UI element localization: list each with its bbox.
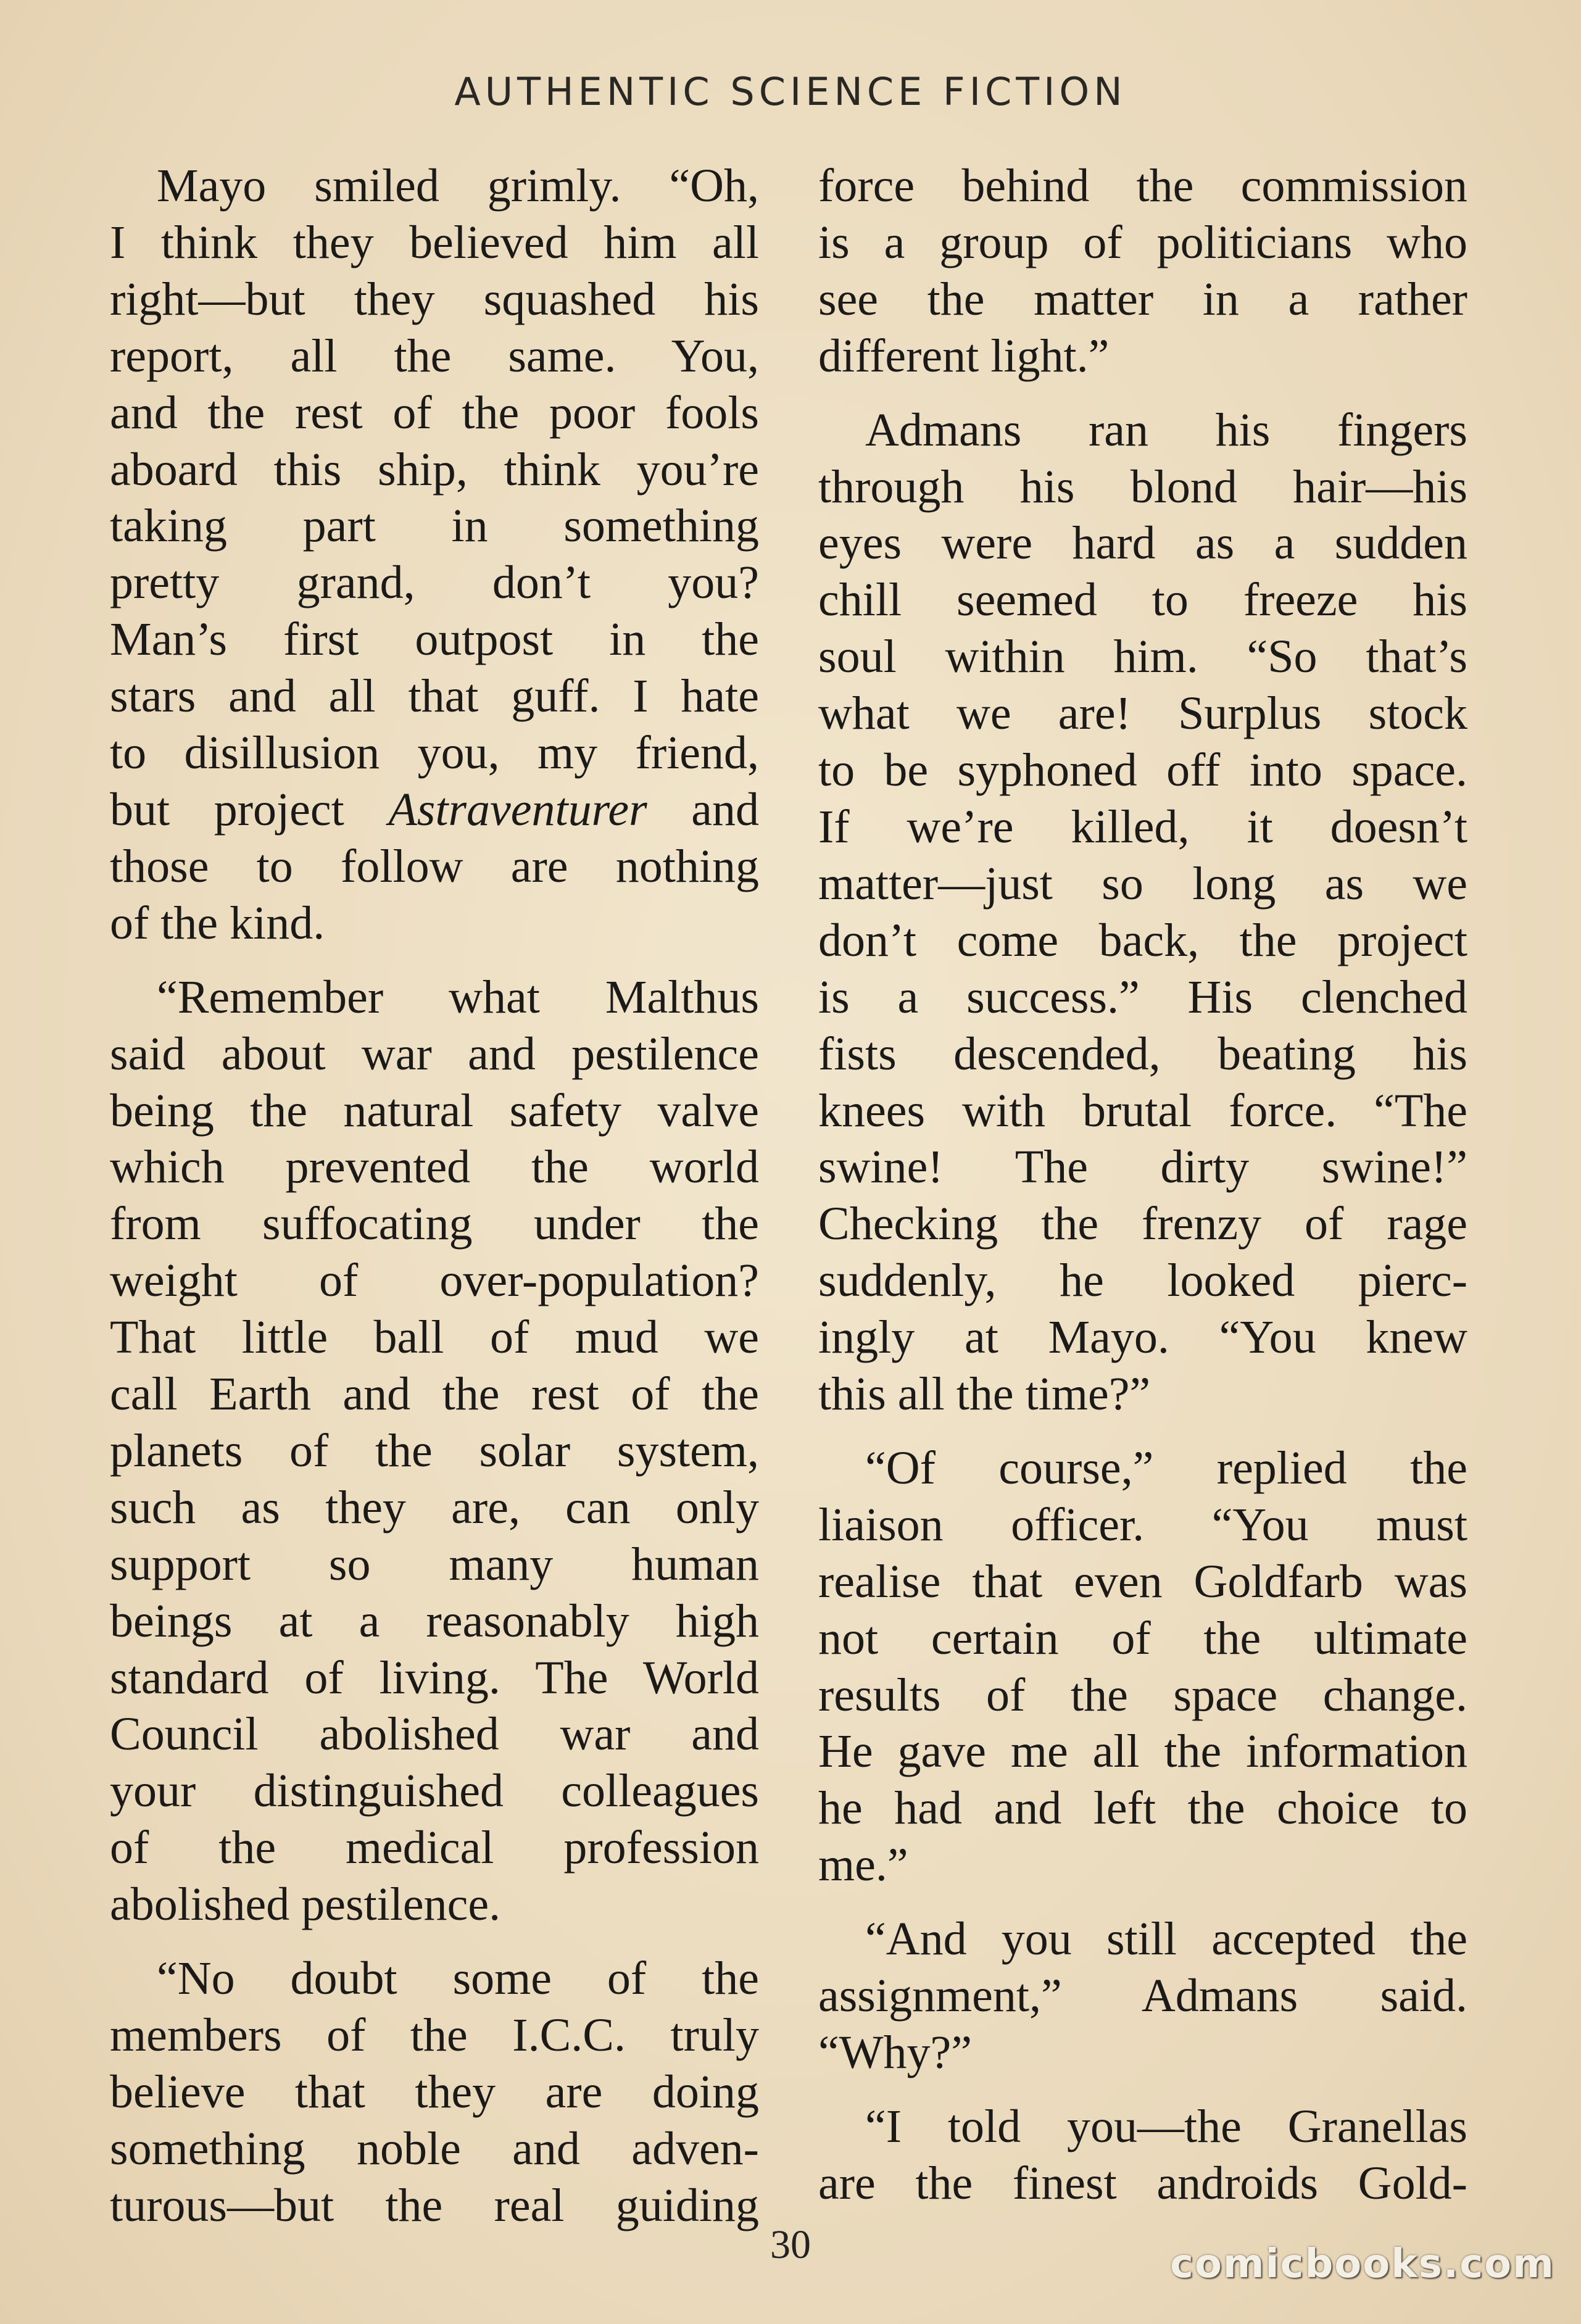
right-column [818, 158, 1467, 2230]
text-line: members of the I.C.C. truly [110, 2009, 759, 2061]
text-line: weight of over-population? [110, 1255, 759, 1307]
text-line: eyes were hard as a sudden [818, 517, 1467, 570]
text-line: “Why?” [818, 2027, 972, 2078]
text-line: “Of course,” replied the [865, 1442, 1467, 1494]
text-line: from suffocating under the [110, 1198, 759, 1250]
text-line: is a success.” His clenched [818, 971, 1467, 1023]
text-line: he had and left the choice to [818, 1782, 1467, 1835]
running-head: AUTHENTIC SCIENCE FICTION [454, 69, 1127, 114]
text-line: different light.” [818, 330, 1110, 382]
text-line: If we’re killed, it doesn’t [818, 800, 1467, 853]
text-line: to disillusion you, my friend, [110, 727, 759, 779]
text-line: such as they are, can only [110, 1481, 759, 1533]
text-line: That little ball of mud we [110, 1311, 759, 1364]
text-line: planets of the solar system, [110, 1424, 759, 1477]
text-line: standard of living. The World [110, 1651, 759, 1704]
text-line: through his blond hair—his [818, 460, 1467, 513]
paragraph [818, 2099, 1467, 2212]
text-line: is a group of politicians who [818, 216, 1467, 268]
text-line: pretty grand, don’t you? [110, 557, 759, 609]
text-line: ingly at Mayo. “You knew [818, 1311, 1467, 1364]
paragraph-continuation [110, 782, 759, 952]
text-line: abolished pestilence. [110, 1878, 501, 1931]
text-line: matter—just so long as we [818, 857, 1467, 910]
paragraph [110, 1951, 759, 2235]
text-line: to be syphoned off into space. [818, 744, 1467, 797]
watermark-logo: comicbooks.com [1170, 2241, 1555, 2287]
text-line: call Earth and the rest of the [110, 1368, 759, 1421]
text-line: not certain of the ultimate [818, 1612, 1467, 1664]
text-line: “I told you—the Granellas [865, 2100, 1467, 2152]
text-line: He gave me all the information [818, 1725, 1467, 1778]
text-line: and the rest of the poor fools [110, 386, 759, 439]
text-line: said about war and pestilence [110, 1027, 759, 1080]
text-line: “And you still accepted the [865, 1913, 1467, 1965]
text-line: Man’s first outpost in the [110, 613, 759, 666]
text-line: soul within him. “So that’s [818, 631, 1467, 683]
text-line: support so many human [110, 1538, 759, 1590]
text-line: fists descended, beating his [818, 1027, 1467, 1080]
text-line: see the matter in a rather [818, 273, 1467, 325]
text-line: Admans ran his fingers [865, 404, 1467, 456]
text-line: chill seemed to freeze his [818, 574, 1467, 626]
paragraph [818, 402, 1467, 1423]
text-line: stars and all that guff. I hate [110, 670, 759, 723]
paragraph [818, 158, 1467, 385]
text-line: are the finest androids Gold- [818, 2157, 1467, 2209]
text-line: report, all the same. You, [110, 330, 759, 382]
page-number: 30 [770, 2222, 811, 2267]
text-line: I think they believed him all [110, 216, 759, 268]
text-line: Mayo smiled grimly. “Oh, [157, 160, 759, 212]
text-line: but project Astraventurer and [110, 783, 760, 836]
paragraph [818, 1440, 1467, 1894]
text-line: turous—but the real guiding [110, 2179, 759, 2231]
text-line: assignment,” Admans said. [818, 1970, 1467, 2022]
text-line: of the medical profession [110, 1822, 759, 1874]
ship-name: Astraventurer [388, 783, 647, 836]
text-line: liaison officer. “You must [818, 1498, 1467, 1551]
text-line: aboard this ship, think you’re [110, 443, 759, 496]
text-line: being the natural safety valve [110, 1084, 759, 1137]
text-line: “Remember what Malthus [157, 971, 759, 1023]
text-line: results of the space change. [818, 1669, 1467, 1721]
text-line: Checking the frenzy of rage [818, 1198, 1467, 1250]
left-column [110, 158, 759, 2252]
text-line: taking part in something [110, 500, 759, 552]
text-line: realise that even Goldfarb was [818, 1555, 1467, 1608]
paragraph [818, 1911, 1467, 2081]
text-line: suddenly, he looked pierc- [818, 1255, 1467, 1307]
text-line: those to follow are nothing [110, 840, 759, 892]
text-line: something noble and adven- [110, 2122, 759, 2175]
text-line: what we are! Surplus stock [818, 687, 1467, 740]
text-line: believe that they are doing [110, 2065, 759, 2118]
text-line: Council abolished war and [110, 1708, 759, 1761]
text-line: don’t come back, the project [818, 914, 1467, 966]
text-line: knees with brutal force. “The [818, 1084, 1467, 1137]
paragraph [110, 969, 759, 1933]
text-line: “No doubt some of the [157, 1953, 759, 2005]
text-line: beings at a reasonably high [110, 1595, 759, 1647]
text-line: force behind the commission [818, 160, 1467, 212]
text-line: me.” [818, 1839, 908, 1891]
text-line: this all the time?” [818, 1368, 1151, 1421]
paragraph [110, 158, 759, 782]
text-line: of the kind. [110, 897, 325, 949]
text-line: your distinguished colleagues [110, 1765, 759, 1817]
text-line: swine! The dirty swine!” [818, 1141, 1467, 1193]
text-line: which prevented the world [110, 1141, 759, 1193]
text-line: right—but they squashed his [110, 273, 759, 325]
